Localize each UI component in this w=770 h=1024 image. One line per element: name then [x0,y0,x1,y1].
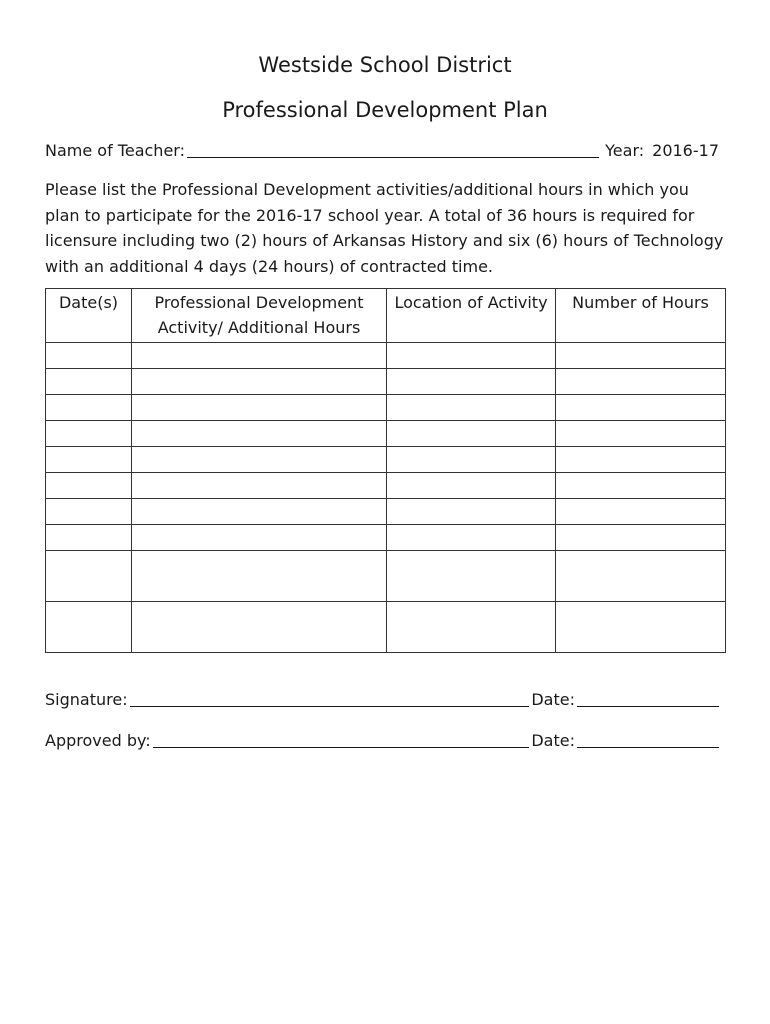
table-row [46,602,726,653]
hours-cell[interactable] [556,525,726,551]
year-value: 2016-17 [652,141,719,160]
hours-cell[interactable] [556,602,726,653]
table-header-row [46,289,726,343]
activity-cell[interactable] [132,525,387,551]
table-row [46,499,726,525]
col-header-location: Location of Activity [387,289,556,343]
date-cell[interactable] [46,525,132,551]
table-row [46,421,726,447]
signature-field[interactable] [130,690,530,707]
table-row [46,447,726,473]
activity-cell[interactable] [132,551,387,602]
location-cell[interactable] [387,602,556,653]
location-cell[interactable] [387,395,556,421]
date-cell[interactable] [46,602,132,653]
activity-cell[interactable] [132,447,387,473]
approved-date-field[interactable] [577,731,719,748]
table-row [46,343,726,369]
location-cell[interactable] [387,473,556,499]
district-title: Westside School District [258,53,512,77]
hours-cell[interactable] [556,447,726,473]
location-cell[interactable] [387,525,556,551]
activity-cell[interactable] [132,499,387,525]
table-row [46,395,726,421]
table-row [46,369,726,395]
date-cell[interactable] [46,395,132,421]
col-header-dates: Date(s) [46,289,132,343]
table-row [46,551,726,602]
hours-cell[interactable] [556,369,726,395]
approval-line [45,731,719,751]
teacher-name-field[interactable] [187,141,599,158]
activity-cell[interactable] [132,602,387,653]
hours-cell[interactable] [556,473,726,499]
year-label: Year: [605,141,645,160]
activity-cell[interactable] [132,395,387,421]
approved-by-field[interactable] [153,731,530,748]
date-cell[interactable] [46,369,132,395]
location-cell[interactable] [387,447,556,473]
location-cell[interactable] [387,369,556,395]
instructions-paragraph: Please list the Professional Development activities/additional hours in which you plan to participate for the 2016-17 school year. A total of 36 hours is required for licensure including two (2) hours of Arkansas History and six (6) hours of Technology with an additional 4 days (24 hours) of contracted time. [45,180,724,276]
activity-cell[interactable] [132,421,387,447]
signature-date-label: Date: [531,690,575,709]
form-title: Professional Development Plan [222,98,548,122]
date-cell[interactable] [46,343,132,369]
table-row [46,525,726,551]
activity-cell[interactable] [132,369,387,395]
teacher-name-label: Name of Teacher: [45,141,185,160]
activity-cell[interactable] [132,343,387,369]
date-cell[interactable] [46,447,132,473]
hours-cell[interactable] [556,395,726,421]
date-cell[interactable] [46,473,132,499]
signature-label: Signature: [45,690,128,709]
pd-activities-table [45,288,726,653]
table-row [46,473,726,499]
approved-date-label: Date: [531,731,575,750]
activity-cell[interactable] [132,473,387,499]
location-cell[interactable] [387,343,556,369]
location-cell[interactable] [387,499,556,525]
signature-line [45,690,719,710]
location-cell[interactable] [387,421,556,447]
date-cell[interactable] [46,551,132,602]
col-header-hours: Number of Hours [556,289,726,343]
teacher-line [45,141,719,161]
hours-cell[interactable] [556,421,726,447]
date-cell[interactable] [46,421,132,447]
col-header-activity: Professional Development Activity/ Additional Hours [132,289,387,343]
signature-date-field[interactable] [577,690,719,707]
hours-cell[interactable] [556,343,726,369]
location-cell[interactable] [387,551,556,602]
hours-cell[interactable] [556,499,726,525]
approved-by-label: Approved by: [45,731,151,750]
hours-cell[interactable] [556,551,726,602]
date-cell[interactable] [46,499,132,525]
